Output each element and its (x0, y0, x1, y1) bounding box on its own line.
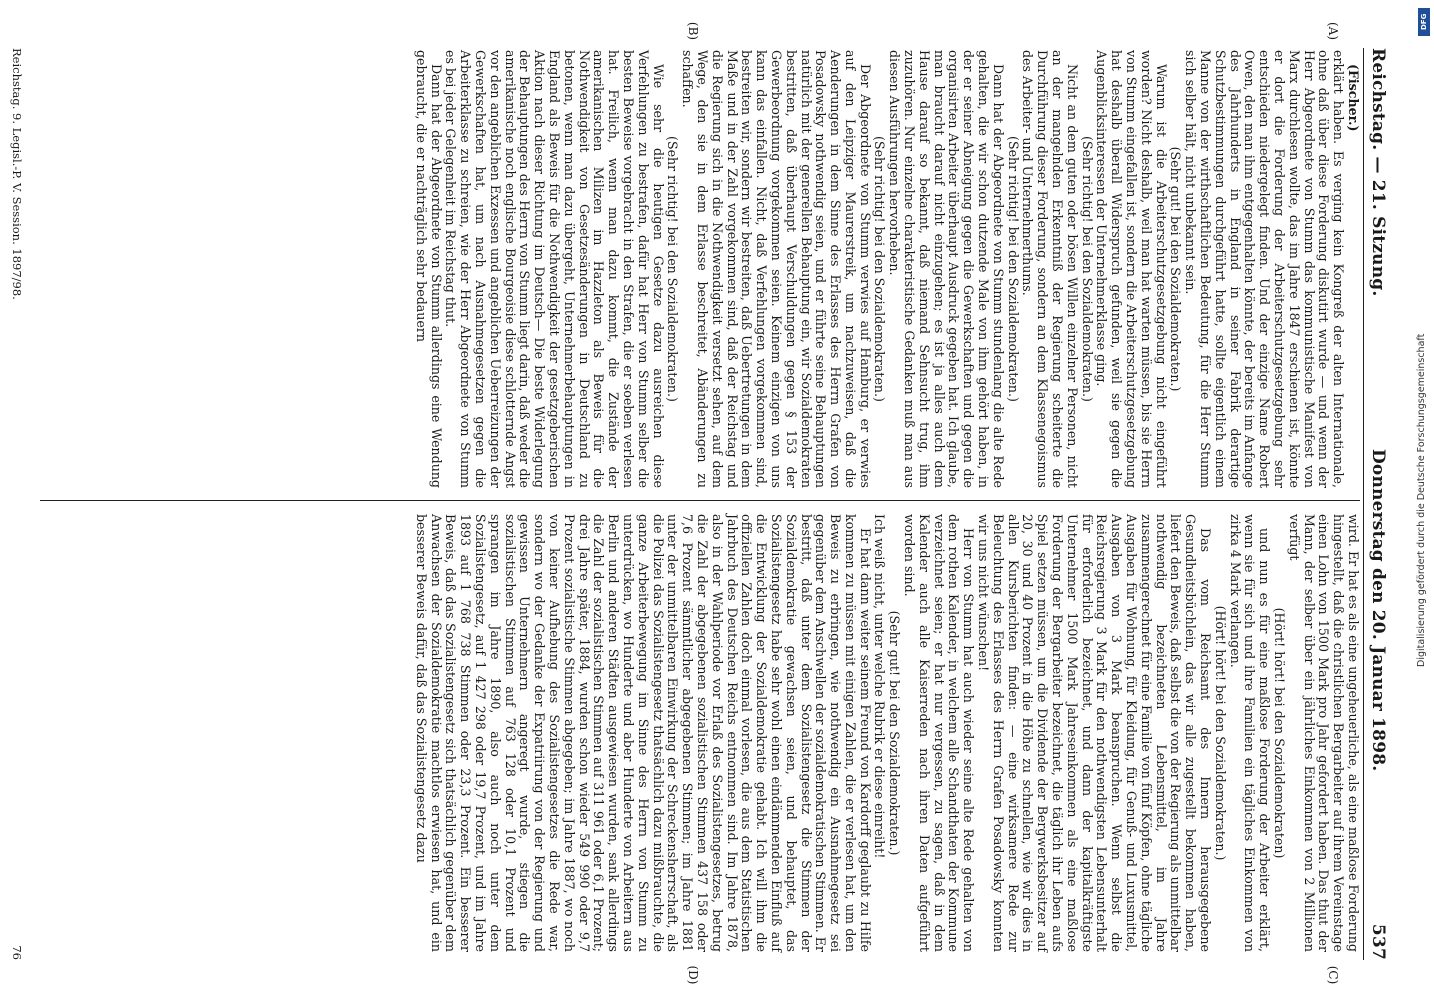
paragraph: Dann hat der Abgeordnete von Stumm stundenlang die alte Rede gehalten, die wir schon dutzende Male von ihm gehört haben, in der er seiner Abneigung gegen die Gewerkschaften und gegen die organisirten Arbeiter überhaupt Ausdruck gegeben hat. Ich glaube, man braucht darauf nicht einzugehen; es ist ja alles auch dem Hause darauf so bekannt, daß niemand Sehnsucht trug, ihm zuzuhören. Nur einzelne charakteristische Gedanken muß man aus diesen Ausführungen hervorheben. (887, 50, 1006, 488)
header-date: Donnerstag den 20. Januar 1898. (1368, 448, 1388, 772)
digitization-note: Digitalisierung gefördert durch die Deutsche Forschungsgemeinschaft (1416, 333, 1427, 667)
footer-session: Reichstag. 9. Legisl.-P. V. Session. 1897/98. (10, 48, 24, 300)
reaction-note: (Sehr richtig! bei den Sozialdemokraten.) (872, 136, 888, 402)
paragraph: Der Abgeordnete von Stumm verwies auf Hamburg, er verwies auf den Leipziger Maurerstreik, um nachzuweisen, daß die Aenderungen in dem Sinne des Erlasses des Herrn Grafen von Posadowsky nothwendig seien, und er führte seine Behauptungen natürlich mit der generellen Behauptung ein, wir Sozialdemokraten bestritten, daß überhaupt Verschuldungen gegen § 153 der Gewerbeordnung vorgekommen seien. Keinem einzigen von uns kann das einfallen. Nicht, daß Verfehlungen vorgekommen sind, bestreiten wir, sondern wir bestreiten, daß Uebertretungen in dem Maße und in der Zahl vorgekommen sind, daß der Reichstag und die Regierung sich in die Nothwendigkeit versetzt sehen, auf dem Wege, den sie in dem Erlasse beschreitet, Abänderungen zu schaffen. (680, 50, 873, 488)
paragraph: Wie sehr die heutigen Gesetze dazu ausreichen diese Verfehlungen zu bestrafen, dafür hat Herr von Stumm selber die besten Beweise vorgebracht in den Strafen, die er soeben verlesen hat. Freilich, wenn man dazu kommt, die Zustände der amerikanischen Milizen im Hazzleton als Beweis für die Nothwendigkeit von Gesetzesänderungen in Deutschland zu betonen, wenn man dazu übergeht, Unternehmerbehauptungen in England als Beweis für die Nothwendigkeit der gesetzgeberischen Aktion nach dieser Richtung im Deutsch— Die beste Widerlegung der Behauptungen des Herrn von Stumm liegt darin, daß weder die amerikanische noch englische Bourgeoisie diese schlotternde Angst vor den angeblichen Exzessen und angeblichen Ueberreizungen der Gewerkschaften hat, um nach Ausnahmegesetzen gegen die Arbeiterklasse zu schreien, wie der Herr Abgeordnete von Stumm es bei jeder Gelegenheit im Reichstag thut. (443, 50, 666, 488)
paragraph: Nicht an dem guten oder bösen Willen einzelner Personen, nicht an der mangelnden Erkenntniß der Regierung scheiterte die Durchführung dieser Forderung, sondern an dem Klassenegoismus des Arbeiter- und Unternehmerthums. (1020, 50, 1080, 488)
reaction-note: (Hört! hört! bei den Sozialdemokraten.) (1212, 605, 1228, 861)
right-column (413, 514, 1360, 952)
margin-mark-d: (D) (686, 965, 700, 985)
paragraph: Er hat dann weiter seinem Freund von Kardorff geglaubt zu Hilfe kommen zu müssen mit einigen Zahlen, die er verlesen hat, um den Beweis zu erbringen, wie nothwendig ein Ausnahmegesetz sei gegenüber dem Anschwellen der sozialdemokratischen Stimmen. Er bestritt, daß unter dem Sozialistengesetz die Stimmen der Sozialdemokratie gewachsen seien, und behauptet, das Sozialistengesetz habe sehr wohl einen eindämmenden Einfluß auf die Entwicklung der Sozialdemokratie gehabt. Ich will ihm die offiziellen Zahlen doch einmal vorlesen, die aus dem Statistischen Jahrbuch des Deutschen Reichs entnommen sind. Im Jahre 1878, also in der Wahlperiode vor Erlaß des Sozialistengesetzes, betrug die Zahl der abgegebenen sozialistischen Stimmen 437 158 oder 7,6 Prozent sämmtlicher abgegebenen Stimmen; im Jahre 1881 unter der unmittelbaren Einwirkung der Schreckensherrschaft, als die Polizei das Sozialistengesetz thatsächlich dazu mißbrauchte, die ganze Arbeiterbewegung im Sinne des Herrn von Stumm zu unterdrücken, wo Hunderte und aber Hunderte von Arbeitern aus Berlin und anderen Städten ausgewiesen wurden, sank allerdings die Zahl der sozialistischen Stimmen auf 311 961 oder 6,1 Prozent; drei Jahre später, 1884, wurden schon wieder 549 990 oder 9,7 Prozent sozialistische Stimmen abgegeben; im Jahre 1887, wo noch von keiner Aufhebung des Sozialistengesetzes die Rede war, sondern wo der Gedanke der Expatriirung von der Regierung und gewissen Unternehmern angeregt wurde, stiegen die sozialistischen Stimmen auf 763 128 oder 10,1 Prozent und sprangen im Jahre 1890, also auch noch unter dem Sozialistengesetz, auf 1 427 298 oder 19,7 Prozent, und im Jahre 1893 auf 1 768 738 Stimmen oder 23,3 Prozent. Ein besserer Beweis, daß das Sozialistengesetz sich thatsächlich gegenüber dem Anwachsen der Sozialdemokratie machtlos erwiesen hat, und ein besserer Beweis dafür, daß das Sozialistengesetz dazu (413, 514, 873, 952)
page-header (1368, 48, 1400, 960)
page-number: 537 (1368, 923, 1388, 960)
reaction-note: (Sehr richtig! bei den Sozialdemokraten.) (665, 136, 681, 402)
margin-mark-b: (B) (686, 21, 700, 41)
footer-sheet-number: 76 (10, 945, 24, 960)
margin-mark-c: (C) (1326, 965, 1340, 985)
column-divider (40, 500, 1360, 501)
paragraph: Dann hat der Abgeordnete von Stumm allerdings eine Wendung gebraucht, die er nachträglich sehr bedauern (413, 50, 444, 488)
header-rule (1363, 48, 1364, 960)
reaction-note: (Sehr richtig! bei den Sozialdemokraten.) (1079, 136, 1095, 402)
paragraph: Herr von Stumm hat auch wieder seine alte Rede gehalten von dem rothen Kalender, in welchem alle Schandthaten der Kommune verzeichnet seien; er hat nur vergessen, zu sagen, daß in dem Kalender auch alle Kaiserreden nach ihren Daten aufgeführt worden sind. (902, 514, 977, 952)
page-footer (10, 48, 24, 960)
dfg-logo: DFG (1418, 8, 1430, 36)
paragraph: Warum ist die Arbeiterschutzgesetzgebung nicht eingeführt worden? Nicht deshalb, weil man hat warten müssen, bis sie Herrn von Stumm eingefallen ist, sondern die Arbeiterschutzgesetzgebung hat deshalb überall Widerspruch gefunden, weil sie gegen die Augenblicksinteressen der Unternehmerklasse ging. (1094, 50, 1169, 488)
reaction-note: (Sehr gut! bei den Sozialdemokraten.) (887, 610, 903, 856)
paragraph: Ich weiß nicht, unter welche Rubrik er diese einreiht! (872, 514, 888, 859)
reaction-note: (Sehr richtig! bei den Sozialdemokraten.) (1005, 136, 1021, 402)
margin-mark-a: (A) (1326, 21, 1340, 41)
paragraph: und nun es für eine maßlose Forderung der Arbeiter erklärt, wenn sie für sich und ihre Familien ein tägliches Einkommen von zirka 4 Mark verlangen. (1227, 514, 1273, 952)
reaction-note: (Hört! hört! bei den Sozialdemokraten) (1272, 607, 1288, 859)
paragraph: Das vom Reichsamt des Innern herausgegebene Gesundheitsbüchlein, das wir alle zugestellt bekommen haben, liefert den Beweis, daß selbst die von der Regierung als unmittelbar nothwendig bezeichneten Lebensmittel, im Jahre zusammengerechnet für eine Familie von fünf Köpfen, ohne tägliche Ausgaben für Wohnung, für Kleidung, für Genuß- und Luxusmittel, Ausgaben von 3 Mark beanspruchen. Wenn selbst die Reichsregierung 3 Mark für den nothwendigsten Lebensunterhalt für erforderlich bezeichnet, und dann der kapitalkräftigste Unternehmer 1500 Mark Jahreseinkommen als eine maßlose Forderung der Bergarbeiter bezeichnet, die täglich ihr Leben aufs Spiel setzen müssen, um die Dividende der Bergwerksbesitzer auf 20, 30 und 40 Prozent in die Höhe zu schnellen, wie wir dies in allen Kursberichten finden: — eine wirksamere Rede zur Beleuchtung des Erlasses des Herrn Grafen Posadowsky konnten wir uns nicht wünschen! (976, 514, 1214, 952)
paragraph: wird. Er hat es als eine ungeheuerliche, als eine maßlose Forderung hingestellt, daß die christlichen Bergarbeiter auf ihrem Vereinstage einen Lohn von 1500 Mark pro Jahr gefordert haben. Das thut der Mann, der selber über ein jährliches Einkommen von 2 Millionen verfügt (1286, 514, 1361, 952)
reaction-note: (Sehr gut! bei den Sozialdemokraten.) (1168, 146, 1184, 392)
header-left: Reichstag. — 21. Sitzung. (1368, 48, 1388, 297)
paragraph: erklärt haben. Es verging kein Kongreß der alten Internationale, ohne daß über diese Forderung diskutirt wurde — und wenn der Herr Abgeordnete von Stumm das kommunistische Manifest von Marx durchlesen wollte, das im Jahre 1847 erschienen ist, könnte er dort die Forderung der Arbeiterschutzgesetzgebung sehr entschieden niedergelegt finden. Und der einzige Name Robert Owen, den man ihm entgegenhalten könnte, der bereits im Anfange des Jahrhunderts in England in seiner Fabrik derartige Schutzbestimmungen durchgeführt hatte, sollte eigentlich einem Manne von der wirthschaftlichen Bedeutung, für die Herr Stumm sich selber hält, nicht unbekannt sein. (1183, 50, 1347, 488)
speaker-label: (Fischer.) (1346, 64, 1361, 132)
left-column (413, 50, 1360, 488)
